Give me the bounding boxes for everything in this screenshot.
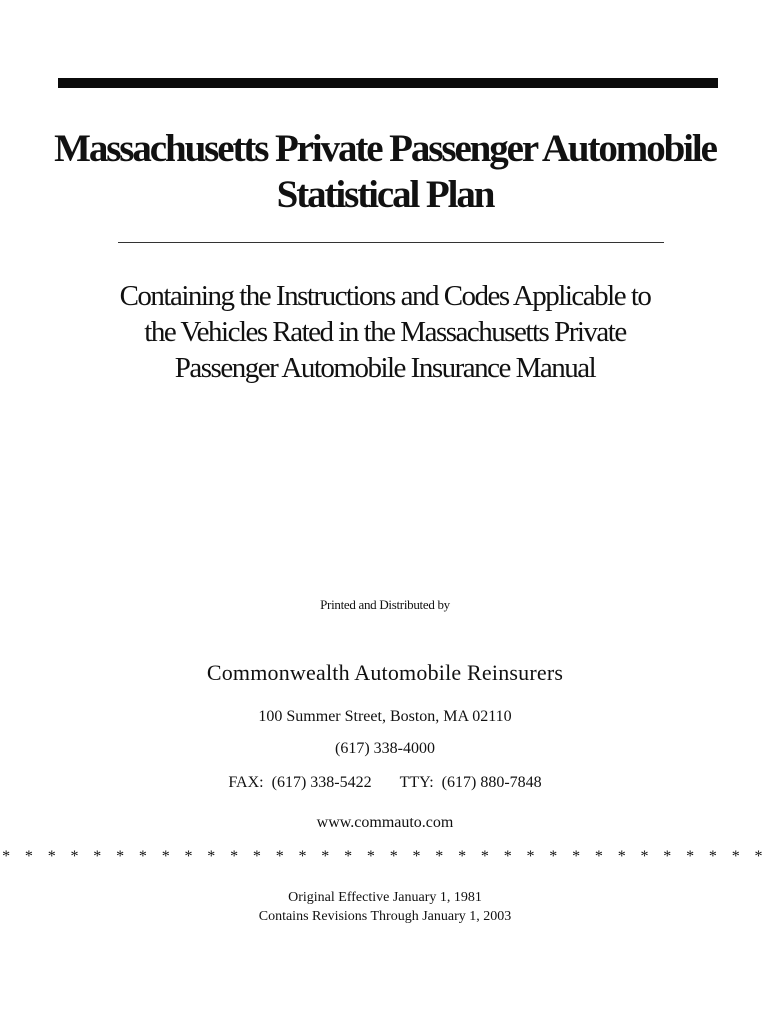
organization-address: 100 Summer Street, Boston, MA 02110 [258, 708, 512, 725]
organization-phone: (617) 338-4000 [335, 740, 435, 757]
printed-by-label: Printed and Distributed by [320, 597, 450, 612]
subtitle-line-3: Passenger Automobile Insurance Manual [174, 352, 596, 384]
organization-name: Commonwealth Automobile Reinsurers [206, 660, 564, 685]
asterisk-separator: * * * * * * * * * * * * * * * * * * * * * * * * * * * * * * * * * * [2, 848, 768, 865]
effective-dates [0, 888, 770, 926]
title-line-1: Massachusetts Private Passenger Automobile [54, 127, 716, 170]
subtitle-line-2: the Vehicles Rated in the Massachusetts Private [144, 316, 626, 348]
title-line-2: Statistical Plan [276, 173, 494, 216]
fax-number: FAX: (617) 338-5422 [228, 774, 372, 791]
fax-tty-line [0, 774, 770, 792]
tty-number: TTY: (617) 880-7848 [399, 774, 542, 791]
document-title [0, 126, 770, 218]
subtitle-line-1: Containing the Instructions and Codes Applicable to [119, 280, 651, 312]
revisions-through-date: Contains Revisions Through January 1, 2003 [258, 909, 512, 924]
organization-website: www.commauto.com [316, 814, 454, 831]
top-heavy-rule [58, 78, 718, 88]
document-subtitle [0, 278, 770, 386]
original-effective-date: Original Effective January 1, 1981 [288, 890, 482, 905]
title-divider [118, 242, 664, 243]
